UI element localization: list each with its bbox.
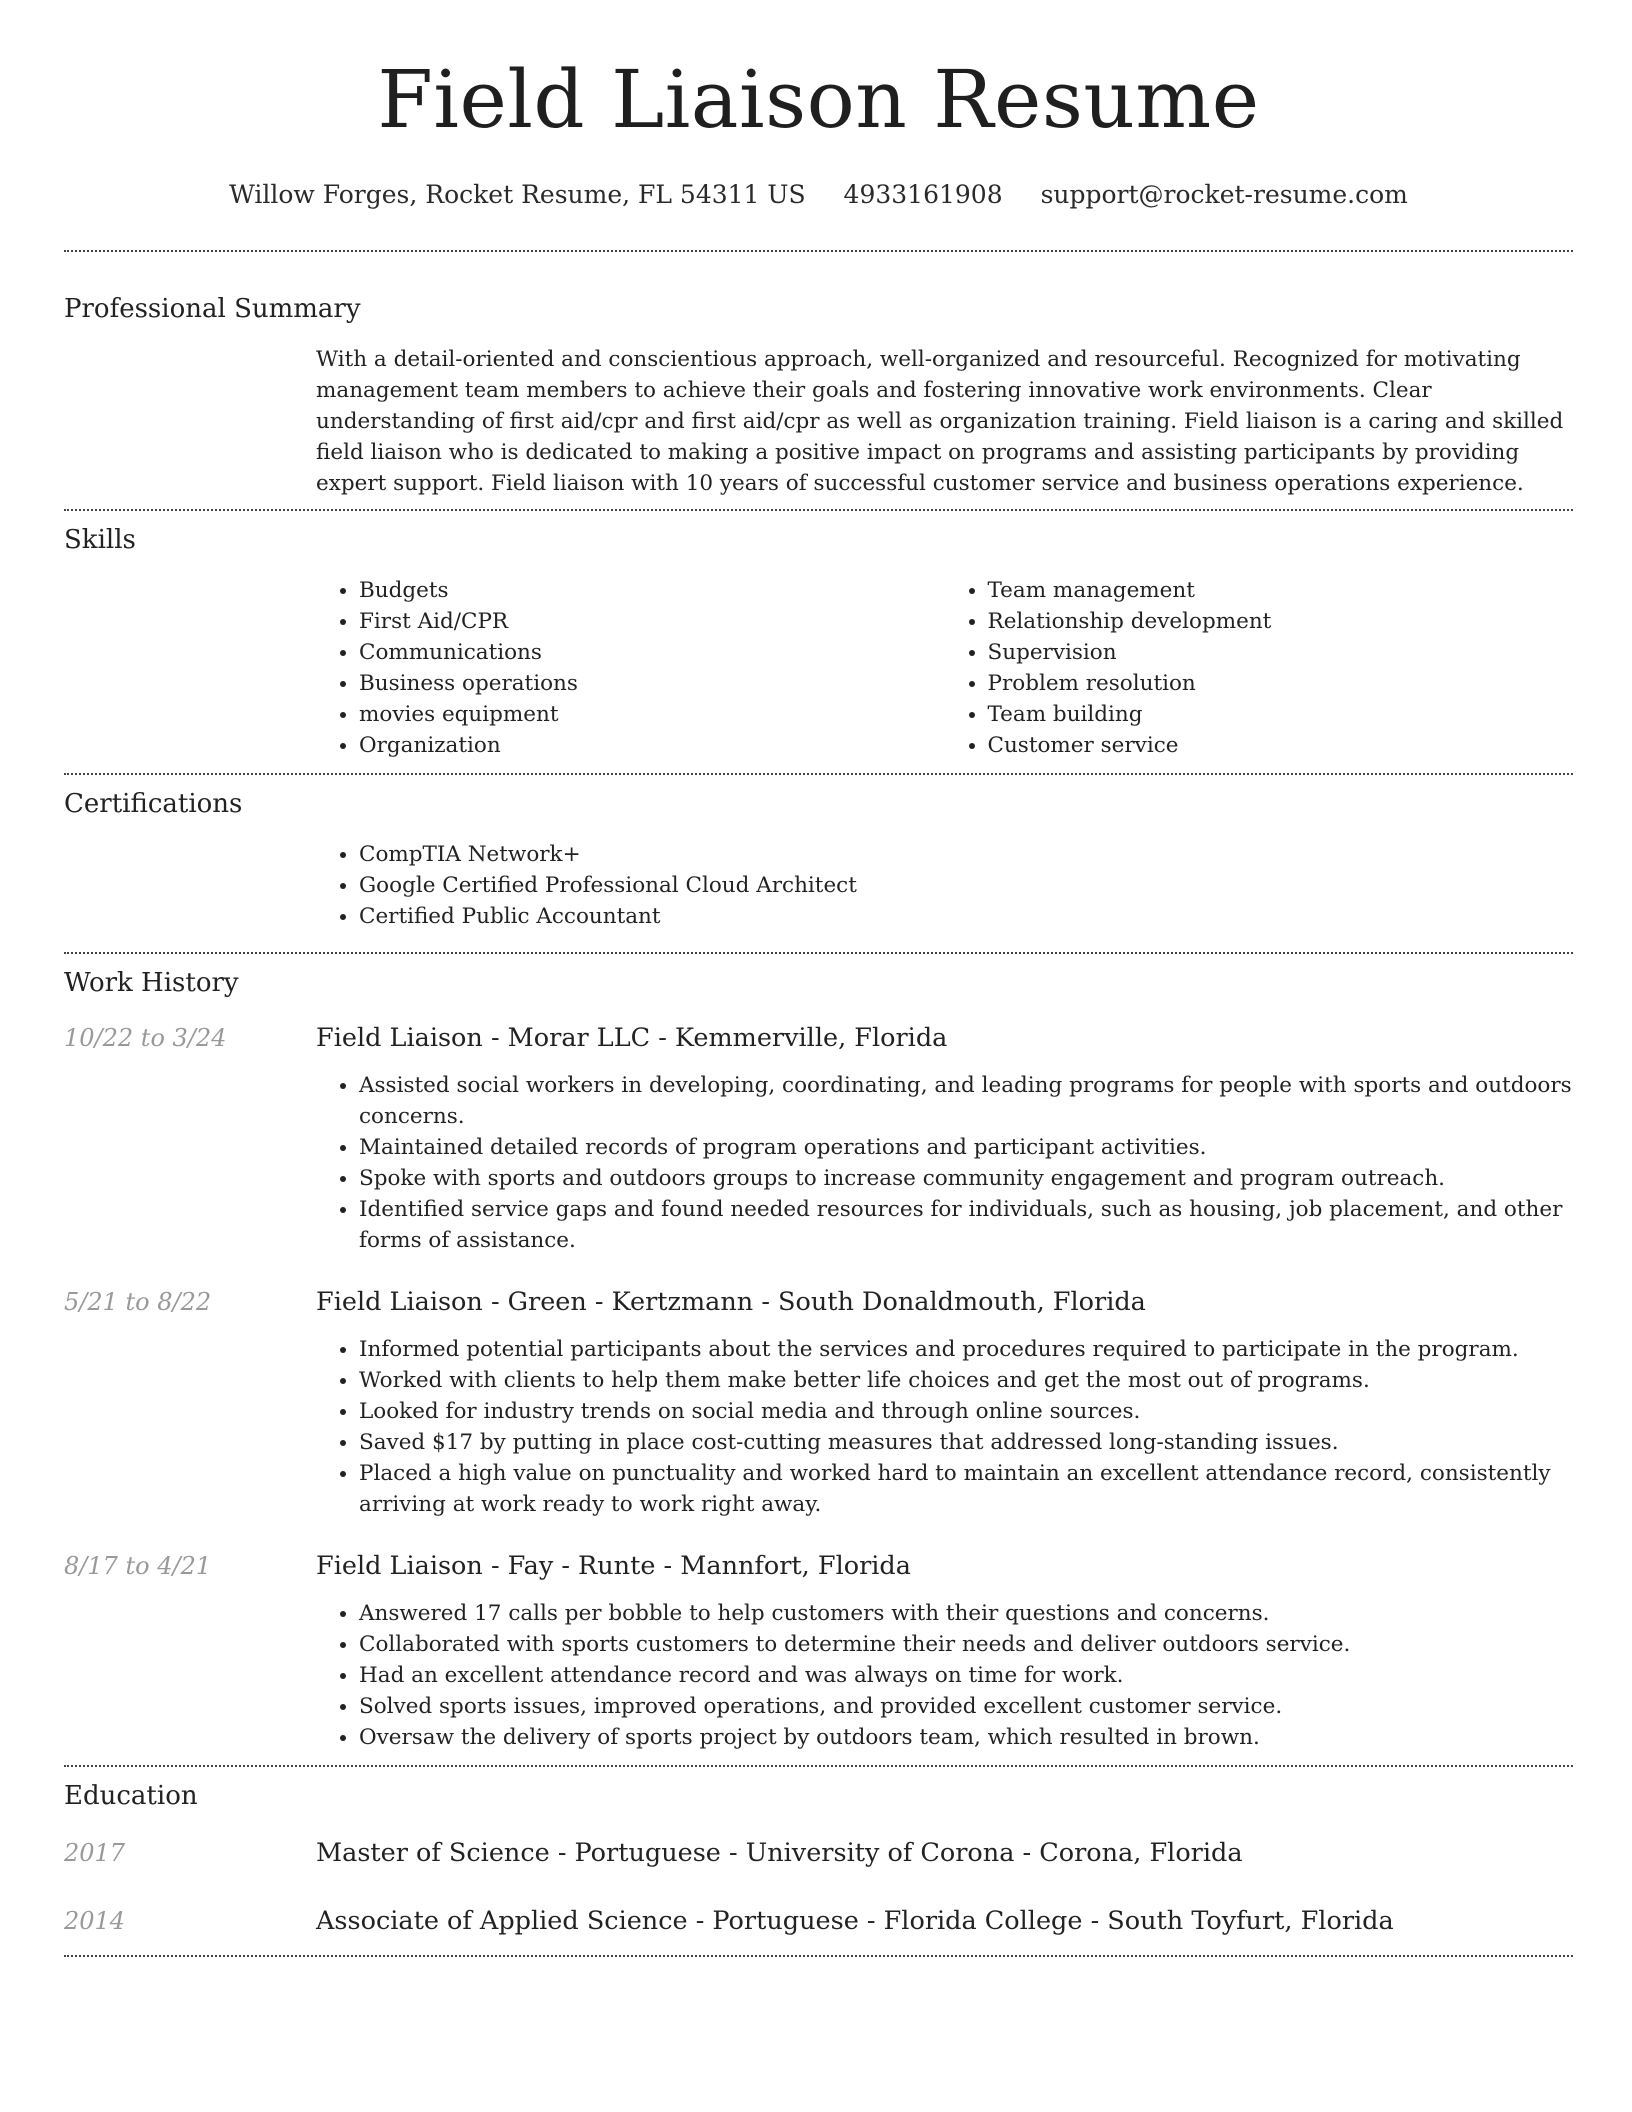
job-entry: [64, 1022, 1573, 1256]
skill-item: • Team management: [988, 575, 1574, 606]
job-title: Field Liaison - Fay - Runte - Mannfort, Florida: [316, 1551, 911, 1581]
skills-heading: Skills: [64, 525, 136, 555]
contact-line: [64, 178, 1573, 212]
job-entry: [64, 1550, 1573, 1753]
job-bullet-list: [316, 1070, 1573, 1256]
summary-heading: Professional Summary: [64, 294, 361, 324]
job-bullet: • Assisted social workers in developing, coordinating, and leading programs for people with sports and outdoors concerns.: [359, 1070, 1573, 1132]
job-header: [64, 1022, 1573, 1054]
divider: [64, 509, 1573, 511]
skill-item: • Budgets: [359, 575, 945, 606]
job-bullets: [316, 1070, 1573, 1256]
job-bullet: • Oversaw the delivery of sports project by outdoors team, which resulted in brown.: [359, 1722, 1573, 1753]
skill-item: • First Aid/CPR: [359, 606, 945, 637]
divider: [64, 773, 1573, 775]
job-bullet: • Collaborated with sports customers to determine their needs and deliver outdoors service.: [359, 1629, 1573, 1660]
skill-item: • Supervision: [988, 637, 1574, 668]
skill-item: • Business operations: [359, 668, 945, 699]
job-bullet-list: [316, 1334, 1573, 1520]
job-bullet: • Saved $17 by putting in place cost-cutting measures that addressed long-standing issues.: [359, 1427, 1573, 1458]
job-bullet: • Solved sports issues, improved operations, and provided excellent customer service.: [359, 1691, 1573, 1722]
job-bullet: • Informed potential participants about the services and procedures required to participate in the program.: [359, 1334, 1573, 1365]
skill-item: • Relationship development: [988, 606, 1574, 637]
education-year: 2014: [64, 1907, 126, 1935]
skill-item: • Team building: [988, 699, 1574, 730]
contact-address: Willow Forges, Rocket Resume, FL 54311 US: [229, 180, 806, 209]
education-degree: Associate of Applied Science - Portuguese - Florida College - South Toyfurt, Florida: [316, 1906, 1394, 1936]
job-bullet: • Had an excellent attendance record and was always on time for work.: [359, 1660, 1573, 1691]
job-bullets: [316, 1334, 1573, 1520]
skill-item: • Organization: [359, 730, 945, 761]
job-bullet: • Answered 17 calls per bobble to help customers with their questions and concerns.: [359, 1598, 1573, 1629]
education-section: [64, 1779, 1573, 1937]
certification-item: • Google Certified Professional Cloud Architect: [359, 870, 1573, 901]
job-header: [64, 1550, 1573, 1582]
education-heading: Education: [64, 1781, 198, 1811]
certifications-content: [316, 839, 1573, 932]
education-entry: [64, 1837, 1573, 1869]
job-title: Field Liaison - Morar LLC - Kemmerville, Florida: [316, 1023, 948, 1053]
certification-item: • CompTIA Network+: [359, 839, 1573, 870]
divider: [64, 952, 1573, 954]
divider: [64, 1955, 1573, 1957]
job-bullet: • Maintained detailed records of program operations and participant activities.: [359, 1132, 1573, 1163]
skills-section: [64, 523, 1573, 761]
job-bullet: • Looked for industry trends on social media and through online sources.: [359, 1396, 1573, 1427]
job-header: [64, 1286, 1573, 1318]
job-bullet: • Worked with clients to help them make better life choices and get the most out of programs.: [359, 1365, 1573, 1396]
divider: [64, 1765, 1573, 1767]
skills-list-right: [945, 575, 1574, 761]
job-bullets: [316, 1598, 1573, 1753]
certification-item: • Certified Public Accountant: [359, 901, 1573, 932]
skill-item: • Communications: [359, 637, 945, 668]
job-dates: 10/22 to 3/24: [64, 1024, 227, 1052]
job-bullet: • Identified service gaps and found needed resources for individuals, such as housing, job placement, and other forms of assistance.: [359, 1194, 1573, 1256]
job-dates: 5/21 to 8/22: [64, 1288, 212, 1316]
certifications-list: [316, 839, 1573, 932]
education-year: 2017: [64, 1839, 126, 1867]
job-bullet: • Placed a high value on punctuality and worked hard to maintain an excellent attendance record, consistently arriving at work ready to work right away.: [359, 1458, 1573, 1520]
summary-text: With a detail-oriented and conscientious approach, well-organized and resourceful. Recognized for motivating management team members to achieve their goals and fostering innovative work environments. Clear understanding of first aid/cpr and first aid/cpr as well as organization training. Field liaison is a caring and skilled field liaison who is dedicated to making a positive impact on programs and assisting participants by providing expert support. Field liaison with 10 years of successful customer service and business operations experience.: [316, 347, 1564, 496]
work-history-heading: Work History: [64, 968, 239, 998]
skills-list-left: [316, 575, 945, 761]
job-entry: [64, 1286, 1573, 1520]
divider: [64, 250, 1573, 252]
job-title: Field Liaison - Green - Kertzmann - South Donaldmouth, Florida: [316, 1287, 1146, 1317]
resume-page: [64, 0, 1573, 1957]
certifications-section: [64, 787, 1573, 932]
education-entry: [64, 1905, 1573, 1937]
resume-title: Field Liaison Resume: [377, 53, 1260, 146]
job-dates: 8/17 to 4/21: [64, 1552, 212, 1580]
skill-item: • movies equipment: [359, 699, 945, 730]
summary-section: [64, 292, 1573, 499]
skill-item: • Customer service: [988, 730, 1574, 761]
skills-grid: [316, 575, 1573, 761]
job-bullet-list: [316, 1598, 1573, 1753]
contact-phone: 4933161908: [843, 180, 1003, 209]
education-degree: Master of Science - Portuguese - University of Corona - Corona, Florida: [316, 1838, 1243, 1868]
skill-item: • Problem resolution: [988, 668, 1574, 699]
certifications-heading: Certifications: [64, 789, 243, 819]
contact-email: support@rocket-resume.com: [1040, 180, 1408, 209]
work-history-section: [64, 966, 1573, 1753]
job-bullet: • Spoke with sports and outdoors groups to increase community engagement and program outreach.: [359, 1163, 1573, 1194]
